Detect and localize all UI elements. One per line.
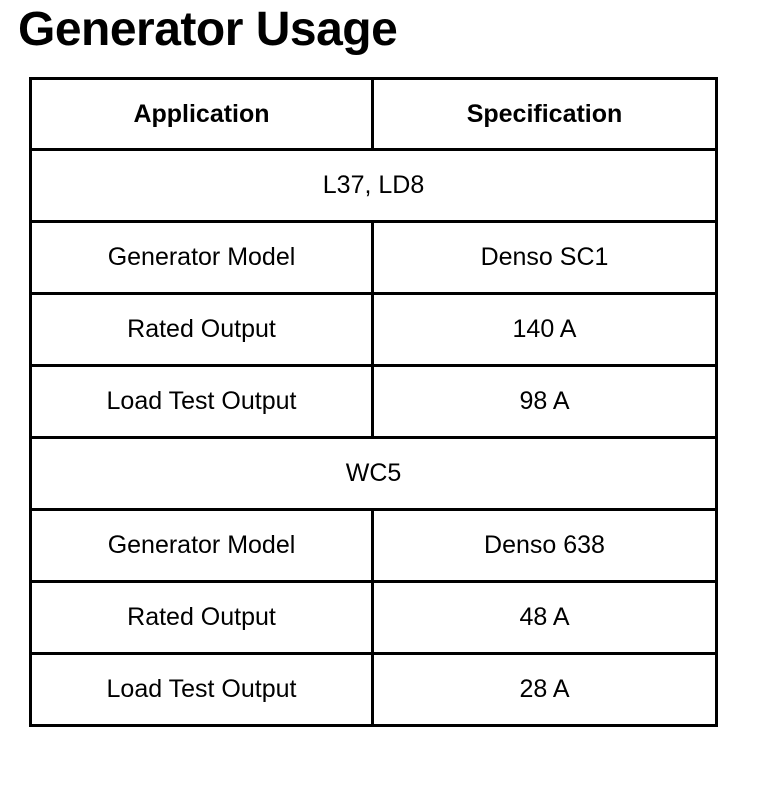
row-value: 48 A	[373, 582, 717, 654]
row-label: Rated Output	[31, 582, 373, 654]
section-label: WC5	[31, 438, 717, 510]
row-value: 28 A	[373, 654, 717, 726]
section-row	[31, 438, 717, 510]
row-label: Rated Output	[31, 294, 373, 366]
header-row	[31, 79, 717, 150]
table-row	[31, 510, 717, 582]
header-specification: Specification	[373, 79, 717, 150]
row-label: Generator Model	[31, 222, 373, 294]
spec-table	[29, 77, 718, 727]
row-value: 98 A	[373, 366, 717, 438]
table-row	[31, 654, 717, 726]
page-title: Generator Usage	[18, 3, 398, 56]
row-value: 140 A	[373, 294, 717, 366]
section-label: L37, LD8	[31, 150, 717, 222]
table-row	[31, 294, 717, 366]
section-row	[31, 150, 717, 222]
table-row	[31, 366, 717, 438]
row-label: Load Test Output	[31, 654, 373, 726]
row-label: Generator Model	[31, 510, 373, 582]
row-value: Denso SC1	[373, 222, 717, 294]
header-application: Application	[31, 79, 373, 150]
table-row	[31, 582, 717, 654]
table-row	[31, 222, 717, 294]
row-label: Load Test Output	[31, 366, 373, 438]
row-value: Denso 638	[373, 510, 717, 582]
